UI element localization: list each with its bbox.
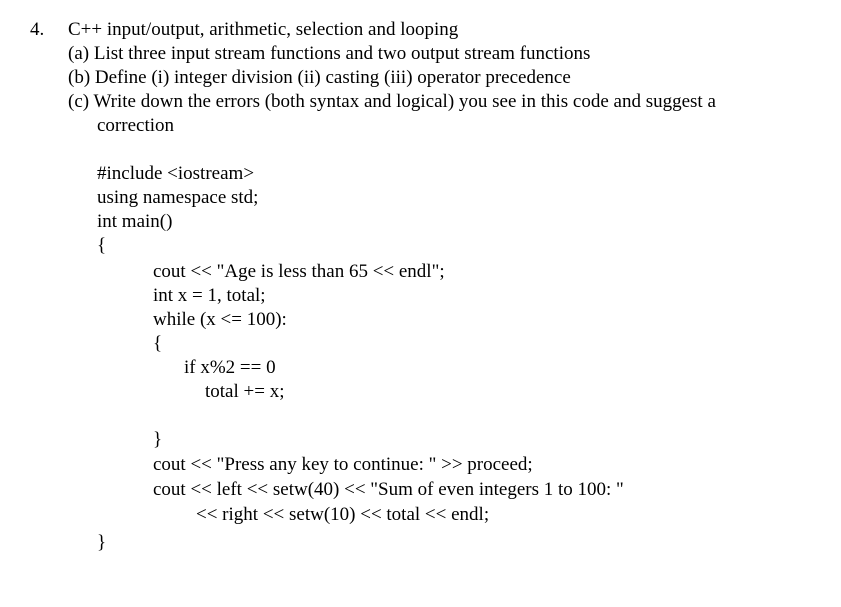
code-line: << right << setw(10) << total << endl; bbox=[196, 504, 490, 525]
code-line: } bbox=[153, 429, 163, 450]
question-title: C++ input/output, arithmetic, selection and looping bbox=[68, 19, 459, 40]
part-b-text: (b) Define (i) integer division (ii) casting (iii) operator precedence bbox=[68, 67, 571, 88]
code-line: cout << "Age is less than 65 << endl"; bbox=[153, 261, 445, 282]
code-line: if x%2 == 0 bbox=[184, 357, 276, 378]
part-c-continuation: correction bbox=[97, 115, 175, 136]
code-line: int x = 1, total; bbox=[153, 285, 266, 306]
code-line: } bbox=[97, 532, 107, 553]
code-line: total += x; bbox=[205, 381, 285, 402]
code-line: using namespace std; bbox=[97, 187, 259, 208]
code-line: cout << left << setw(40) << "Sum of even integers 1 to 100: " bbox=[153, 479, 624, 500]
code-line: cout << "Press any key to continue: " >> proceed; bbox=[153, 454, 533, 475]
code-line: #include <iostream> bbox=[97, 163, 255, 184]
part-c-text: (c) Write down the errors (both syntax and logical) you see in this code and suggest a bbox=[68, 91, 716, 112]
part-a-text: (a) List three input stream functions and two output stream functions bbox=[68, 43, 591, 64]
code-line: { bbox=[153, 333, 163, 354]
question-number: 4. bbox=[30, 19, 45, 40]
code-line: { bbox=[97, 235, 107, 256]
code-line: while (x <= 100): bbox=[153, 309, 287, 330]
code-line: int main() bbox=[97, 211, 173, 232]
